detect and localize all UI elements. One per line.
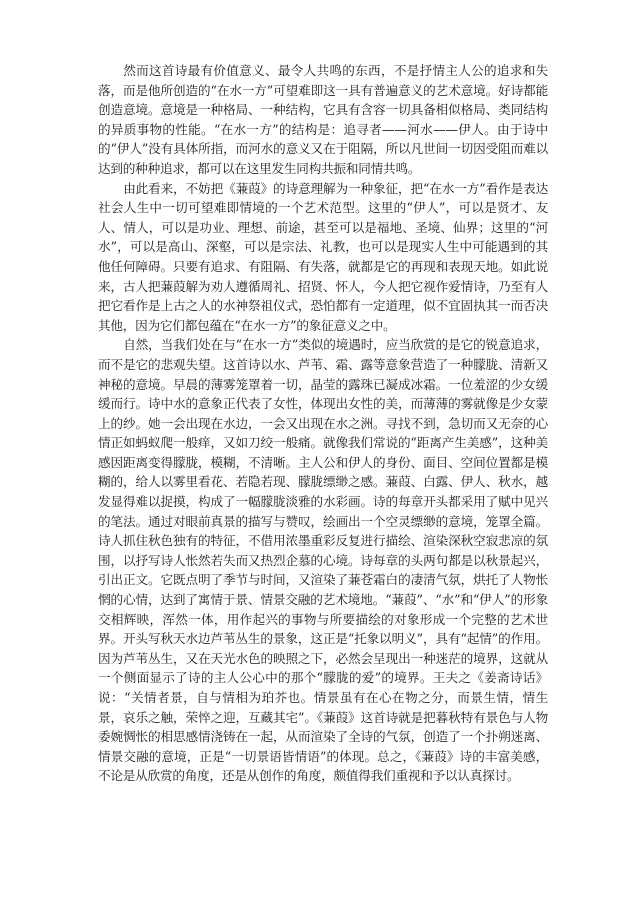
paragraph-2: 由此看来，不妨把《蒹葭》的诗意理解为一种象征，把“在水一方”看作是表达社会人生中一切可望难即情境的一个艺术范型。这里的“伊人”，可以是贤才、友人、情人，可以是功业、理想、前途，甚至可以是福地、圣境、仙界；这里的“河水”，可以是高山、深壑，可以是宗法、礼教，也可以是现实人生中可能遇到的其他任何障碍。只要有追求、有阻隔、有失落，就都是它的再现和表现天地。如此说来，古人把蒹葭解为劝人遵循周礼、招贤、怀人，今人把它视作爱情诗，乃至有人把它看作是上古之人的水神祭祖仪式，恐怕都有一定道理，似不宜固执其一而否决其他，因为它们都包蕴在“在水一方”的象征意义之中。 — [98, 180, 548, 333]
paragraph-1: 然而这首诗最有价值意义、最令人共鸣的东西，不是抒情主人公的追求和失落，而是他所创造的“在水一方”可望难即这一具有普遍意义的艺术意境。好诗都能创造意境。意境是一种格局、一种结构，它具有含容一切具备相似格局、类同结构的异质事物的性能。“在水一方”的结构是：追寻者——河水——伊人。由于诗中的“伊人”没有具体所指，而河水的意义又在于阻隔，所以凡世间一切因受阻而难以达到的种种追求，都可以在这里发生同构共振和同情共鸣。 — [98, 63, 548, 176]
document-body — [98, 61, 548, 786]
paragraph-3: 自然，当我们处在与“在水一方”类似的境遇时，应当欣赏的是它的锐意追求，而不是它的悲观失望。这首诗以水、芦苇、霜、露等意象营造了一种朦胧、清新又神秘的意境。早晨的薄雾笼罩着一切，晶莹的露珠已凝成冰霜。一位羞涩的少女缓缓而行。诗中水的意象正代表了女性，体现出女性的美，而薄薄的雾就像是少女蒙上的纱。她一会出现在水边，一会又出现在水之洲。寻找不到，急切而又无奈的心情正如蚂蚁爬一般痒，又如刀绞一般痛。就像我们常说的“距离产生美感”，这种美感因距离变得朦胧，模糊，不清晰。主人公和伊人的身份、面目、空间位置都是模糊的，给人以雾里看花、若隐若现、朦胧缥缈之感。蒹葭、白露、伊人、秋水，越发显得难以捉摸，构成了一幅朦胧淡雅的水彩画。诗的每章开头都采用了赋中见兴的笔法。通过对眼前真景的描写与赞叹，绘画出一个空灵缥缈的意境，笼罩全篇。诗人抓住秋色独有的特征，不借用浓墨重彩反复进行描绘、渲染深秋空寂悲凉的氛围，以抒写诗人怅然若失而又热烈企慕的心境。诗每章的头两句都是以秋景起兴，引出正文。它既点明了季节与时间，又渲染了蒹苍霜白的凄清气氛，烘托了人物怅惘的心情，达到了寓情于景、情景交融的艺术境地。“蒹葭”、“水”和“伊人”的形象交相辉映，浑然一体，用作起兴的事物与所要描绘的对象形成一个完整的艺术世界。开头写秋天水边芦苇丛生的景象，这正是“托象以明义”，具有“起情”的作用。因为芦苇丛生，又在天光水色的映照之下，必然会呈现出一种迷茫的境界，这就从一个侧面显示了诗的主人公心中的那个“朦胧的爱”的境界。王夫之《姜斋诗话》说：“关情者景，自与情相为珀芥也。情景虽有在心在物之分，而景生情，情生景，哀乐之触，荣悴之迎，互藏其宅”。《蒹葭》这首诗就是把暮秋特有景色与人物委婉惆怅的相思感情浇铸在一起，从而渲染了全诗的气氛，创造了一个扑朔迷离、情景交融的意境，正是“一切景语皆情语”的体现。总之，《蒹葭》诗的丰富美感，不论是从欣赏的角度，还是从创作的角度，颇值得我们重视和予以认真探讨。 — [98, 337, 548, 784]
